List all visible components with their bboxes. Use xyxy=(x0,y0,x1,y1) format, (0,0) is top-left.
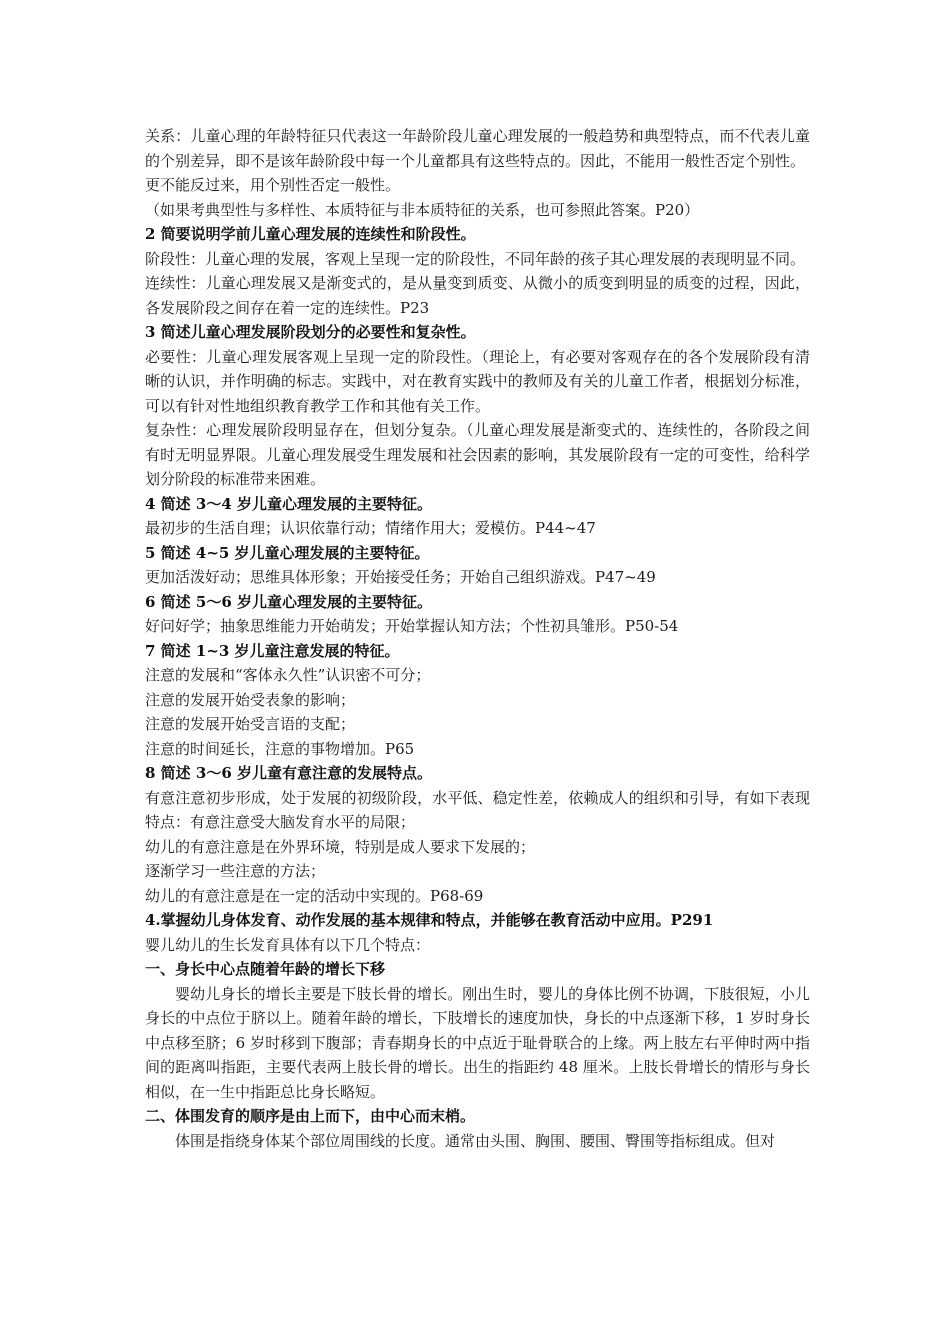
paragraph: 复杂性：心理发展阶段明显存在，但划分复杂。（儿童心理发展是渐变式的、连续性的，各阶段之间有时无明显界限。儿童心理发展受生理发展和社会因素的影响，其发展阶段有一定的可变性，给科学划分阶段的标准带来困难。 xyxy=(145,421,810,488)
paragraph: （如果考典型性与多样性、本质特征与非本质特征的关系，也可参照此答案。P20） xyxy=(145,200,700,219)
paragraph: 阶段性：儿童心理的发展，客观上呈现一定的阶段性，不同年龄的孩子其心理发展的表现明显不同。 xyxy=(145,249,806,268)
question-heading: 4 简述 3～4 岁儿童心理发展的主要特征。 xyxy=(145,494,432,513)
subsection-heading: 一、身长中心点随着年龄的增长下移 xyxy=(145,960,386,978)
paragraph: 幼儿的有意注意是在一定的活动中实现的。P68-69 xyxy=(145,886,484,905)
section-heading: 4.掌握幼儿身体发育、动作发展的基本规律和特点，并能够在教育活动中应用。P291 xyxy=(145,911,714,929)
paragraph: 婴儿幼儿的生长发育具体有以下几个特点： xyxy=(145,935,431,954)
paragraph: 逐渐学习一些注意的方法； xyxy=(145,862,326,880)
paragraph: 最初步的生活自理；认识依靠行动；情绪作用大；爱模仿。P44~47 xyxy=(145,519,596,537)
paragraph: 体围是指绕身体某个部位周围线的长度。通常由头围、胸围、腰围、臀围等指标组成。但对 xyxy=(175,1131,776,1150)
question-heading: 6 简述 5～6 岁儿童心理发展的主要特征。 xyxy=(145,592,432,611)
paragraph: 连续性：儿童心理发展又是渐变式的，是从量变到质变、从微小的质变到明显的质变的过程，因此，各发展阶段之间存在着一定的连续性。P23 xyxy=(145,274,810,317)
paragraph: 婴幼儿身长的增长主要是下肢长骨的增长。刚出生时，婴儿的身体比例不协调，下肢很短，小儿身长的中点位于脐以上。随着年龄的增长，下肢增长的速度加快，身长的中点逐渐下移，1 岁时身长中点移至脐；6 岁时移到下腹部；青春期身长的中点近于耻骨联合的上缘。两上肢左右平伸时两中指间的距离叫指距，主要代表两上肢长骨的增长。出生的指距约 48 厘米。上肢长骨增长的情形与身长相似，在一生中指距总比身长略短。 xyxy=(145,984,810,1101)
question-heading: 5 简述 4~5 岁儿童心理发展的主要特征。 xyxy=(145,543,430,562)
question-heading: 7 简述 1~3 岁儿童注意发展的特征。 xyxy=(145,641,400,660)
document-body xyxy=(145,124,810,1153)
paragraph: 幼儿的有意注意是在外界环境，特别是成人要求下发展的； xyxy=(145,837,536,856)
question-heading: 3 简述儿童心理发展阶段划分的必要性和复杂性。 xyxy=(145,323,476,341)
subsection-heading: 二、体围发育的顺序是由上而下，由中心而末梢。 xyxy=(145,1107,476,1125)
paragraph: 注意的发展开始受言语的支配； xyxy=(145,715,356,733)
paragraph: 有意注意初步形成，处于发展的初级阶段，水平低、稳定性差，依赖成人的组织和引导，有如下表现特点：有意注意受大脑发育水平的局限； xyxy=(145,788,810,831)
paragraph: 注意的时间延长，注意的事物增加。P65 xyxy=(145,739,415,758)
question-heading: 2 简要说明学前儿童心理发展的连续性和阶段性。 xyxy=(145,225,476,243)
paragraph: 注意的发展和“客体永久性”认识密不可分； xyxy=(145,666,431,684)
question-heading: 8 简述 3～6 岁儿童有意注意的发展特点。 xyxy=(145,764,432,782)
paragraph: 更不能反过来，用个别性否定一般性。 xyxy=(145,176,401,194)
paragraph: 关系：儿童心理的年龄特征只代表这一年龄阶段儿童心理发展的一般趋势和典型特点，而不代表儿童的个别差异，即不是该年龄阶段中每一个儿童都具有这些特点的。因此，不能用一般性否定个别性。 xyxy=(145,127,810,170)
paragraph: 必要性：儿童心理发展客观上呈现一定的阶段性。（理论上，有必要对客观存在的各个发展阶段有清晰的认识，并作明确的标志。实践中，对在教育实践中的教师及有关的儿童工作者，根据划分标准，可以有针对性地组织教育教学工作和其他有关工作。 xyxy=(145,347,810,415)
paragraph: 好问好学；抽象思维能力开始萌发；开始掌握认知方法；个性初具雏形。P50-54 xyxy=(145,617,679,635)
paragraph: 更加活泼好动；思维具体形象；开始接受任务；开始自己组织游戏。P47~49 xyxy=(145,568,656,586)
paragraph: 注意的发展开始受表象的影响； xyxy=(145,690,356,709)
